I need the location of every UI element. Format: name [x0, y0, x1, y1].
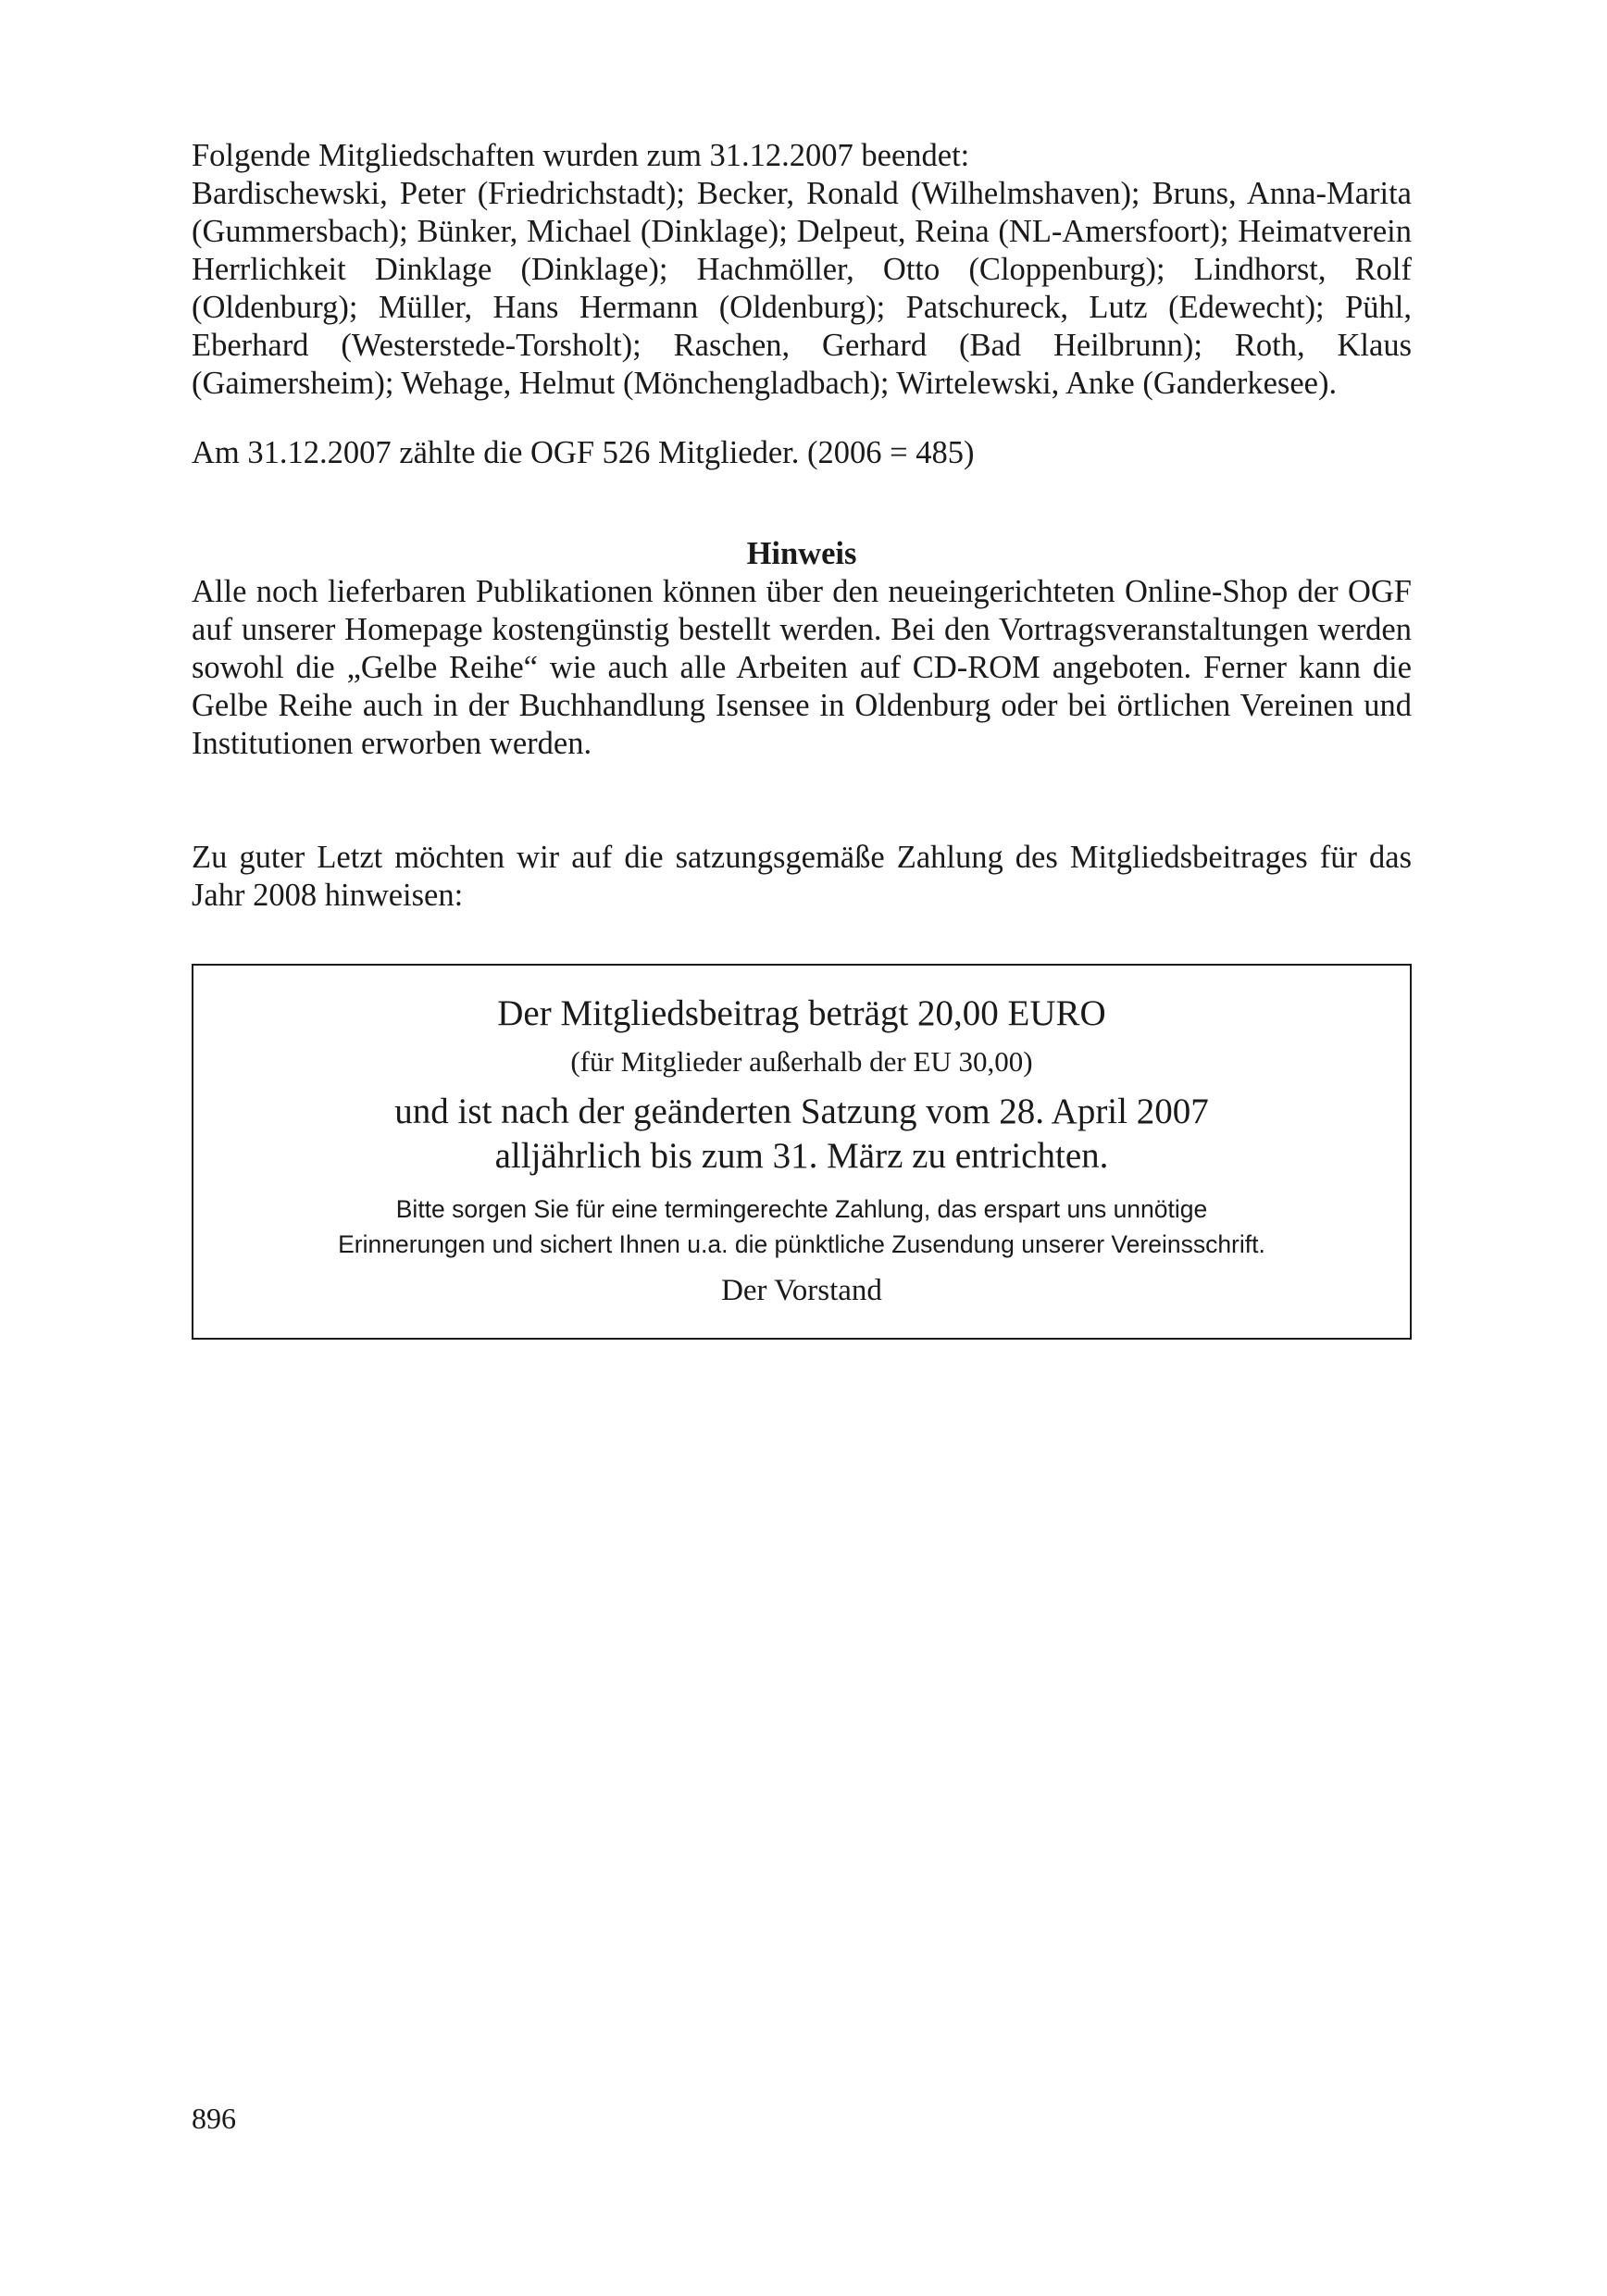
hinweis-section [192, 535, 1412, 763]
hinweis-text: Alle noch lieferbaren Publikationen können über den neueingerichteten Online-Shop der OGF auf unserer Homepage kostengünstig bestellt werden. Bei den Vortragsveranstaltungen werden sowohl die „Gelbe Reihe“ wie auch alle Arbeiten auf CD-ROM angeboten. Ferner kann die Gelbe Reihe auch in der Buchhandlung Isensee in Oldenburg oder bei örtlichen Vereinen und Institutionen erworben werden. [192, 574, 1412, 761]
fee-note-line-1: Bitte sorgen Sie für eine termingerechte Zahlung, das erspart uns unnötige [395, 1195, 1208, 1223]
memberships-ended-intro: Folgende Mitgliedschaften wurden zum 31.12.2007 beendet: [192, 138, 970, 173]
page-number: 896 [192, 2102, 236, 2135]
fee-amount-line: Der Mitgliedsbeitrag beträgt 20,00 EURO [497, 993, 1106, 1033]
hinweis-heading: Hinweis [746, 536, 857, 571]
member-count-text: Am 31.12.2007 zählte die OGF 526 Mitglieder. (2006 = 485) [192, 435, 975, 470]
fee-non-eu-line: (für Mitglieder außerhalb der EU 30,00) [570, 1045, 1033, 1078]
board-signature: Der Vorstand [721, 1274, 882, 1307]
fee-note-line-2: Erinnerungen und sichert Ihnen u.a. die pünktliche Zusendung unserer Vereinsschrift. [338, 1230, 1265, 1258]
fee-due-line-1: und ist nach der geänderten Satzung vom 28. April 2007 [394, 1092, 1209, 1131]
memberships-ended-paragraph [192, 137, 1412, 403]
fee-note [212, 1192, 1391, 1262]
closing-paragraph: Zu guter Letzt möchten wir auf die satzungsgemäße Zahlung des Mitgliedsbeitrages für das Jahr 2008 hinweisen: [192, 840, 1412, 913]
membership-fee-box [192, 964, 1412, 1340]
memberships-ended-names: Bardischewski, Peter (Friedrichstadt); Becker, Ronald (Wilhelmshaven); Bruns, Anna-Marita (Gummersbach); Bünker, Michael (Dinklage); Delpeut, Reina (NL-Amersfoort); Heimatverein Herrlichkeit Dinklage (Dinklage); Hachmöller, Otto (Cloppenburg); Lindhorst, Rolf (Oldenburg); Müller, Hans Hermann (Oldenburg); Patschureck, Lutz (Edewecht); Pühl, Eberhard (Westerstede-Torsholt); Raschen, Gerhard (Bad Heilbrunn); Roth, Klaus (Gaimersheim); Wehage, Helmut (Mönchengladbach); Wirtelewski, Anke (Ganderkesee). [192, 176, 1412, 401]
page-body [192, 137, 1412, 1340]
fee-due-line-2: alljährlich bis zum 31. März zu entrichten. [494, 1136, 1109, 1176]
